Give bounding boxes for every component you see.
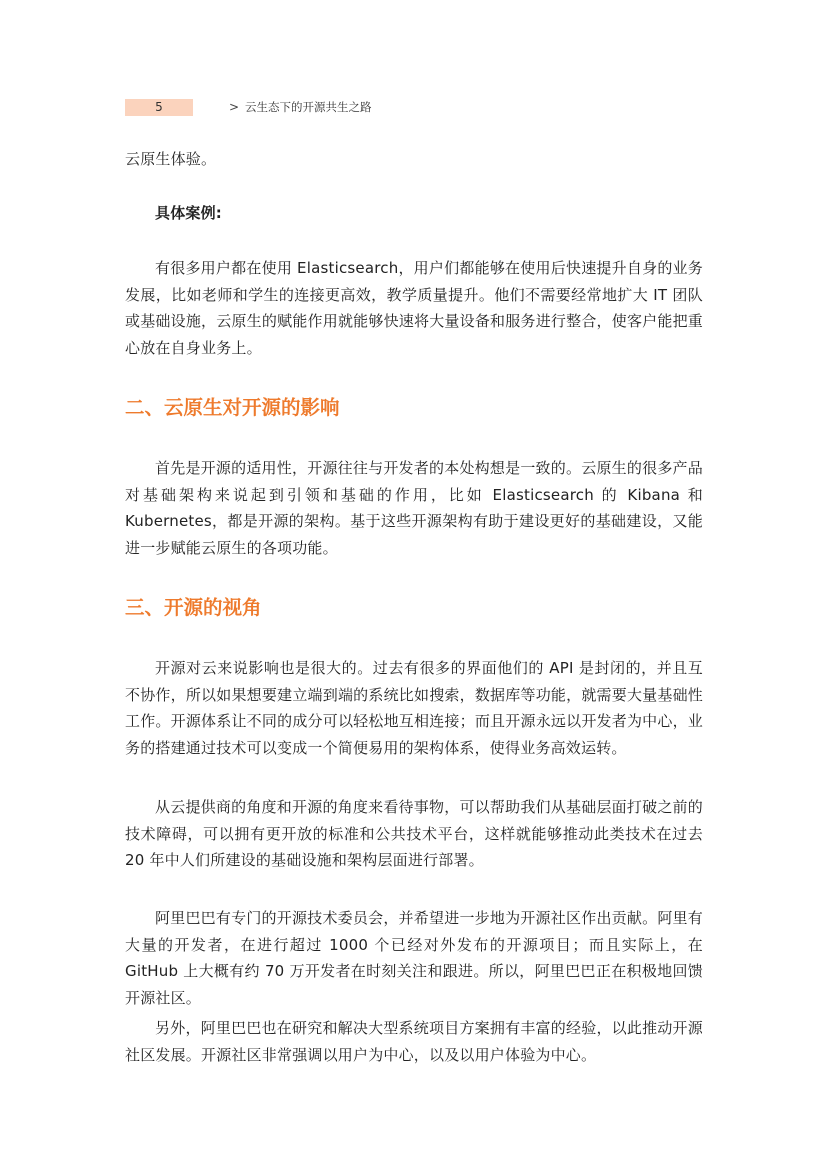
breadcrumb: 云生态下的开源共生之路 <box>245 100 372 114</box>
paragraph-impact: 首先是开源的适用性，开源往往与开发者的本处构想是一致的。云原生的很多产品对基础架构来说起到引领和基础的作用，比如 Elasticsearch 的 Kibana 和 Kubernetes，都是开源的架构。基于这些开源架构有助于建设更好的基础建设，又能进一步赋能云原生的各项功能。 <box>125 459 703 557</box>
paragraph-alibaba-2: 另外，阿里巴巴也在研究和解决大型系统项目方案拥有丰富的经验，以此推动开源社区发展。开源社区非常强调以用户为中心，以及以用户体验为中心。 <box>125 1019 703 1064</box>
breadcrumb-arrow: > <box>229 100 240 114</box>
page-number: 5 <box>125 99 193 116</box>
paragraph-perspective-1: 开源对云来说影响也是很大的。过去有很多的界面他们的 API 是封闭的，并且互不协作，所以如果想要建立端到端的系统比如搜索，数据库等功能，就需要大量基础性工作。开源体系让不同的成分可以轻松地互相连接；而且开源永远以开发者为中心，业务的搭建通过技术可以变成一个简便易用的架构体系，使得业务高效运转。 <box>125 659 703 757</box>
case-title: 具体案例: <box>155 204 222 222</box>
paragraph-continuation: 云原生体验。 <box>125 150 217 168</box>
paragraph-perspective-2: 从云提供商的角度和开源的角度来看待事物，可以帮助我们从基础层面打破之前的技术障碍，可以拥有更开放的标准和公共技术平台，这样就能够推动此类技术在过去 20 年中人们所建设的基础设施和架构层面进行部署。 <box>125 798 703 869</box>
paragraph-alibaba-1: 阿里巴巴有专门的开源技术委员会，并希望进一步地为开源社区作出贡献。阿里有大量的开发者，在进行超过 1000 个已经对外发布的开源项目；而且实际上，在 GitHub 上大概有约 70 万开发者在时刻关注和跟进。所以，阿里巴巴正在积极地回馈开源社区。 <box>125 909 703 1007</box>
page-header <box>125 99 685 117</box>
paragraph-case: 有很多用户都在使用 Elasticsearch，用户们都能够在使用后快速提升自身的业务发展，比如老师和学生的连接更高效，教学质量提升。他们不需要经常地扩大 IT 团队或基础设施，云原生的赋能作用就能够快速将大量设备和服务进行整合，使客户能把重心放在自身业务上。 <box>125 259 703 357</box>
section-heading-2: 二、云原生对开源的影响 <box>125 396 340 419</box>
section-heading-3: 三、开源的视角 <box>125 596 262 619</box>
